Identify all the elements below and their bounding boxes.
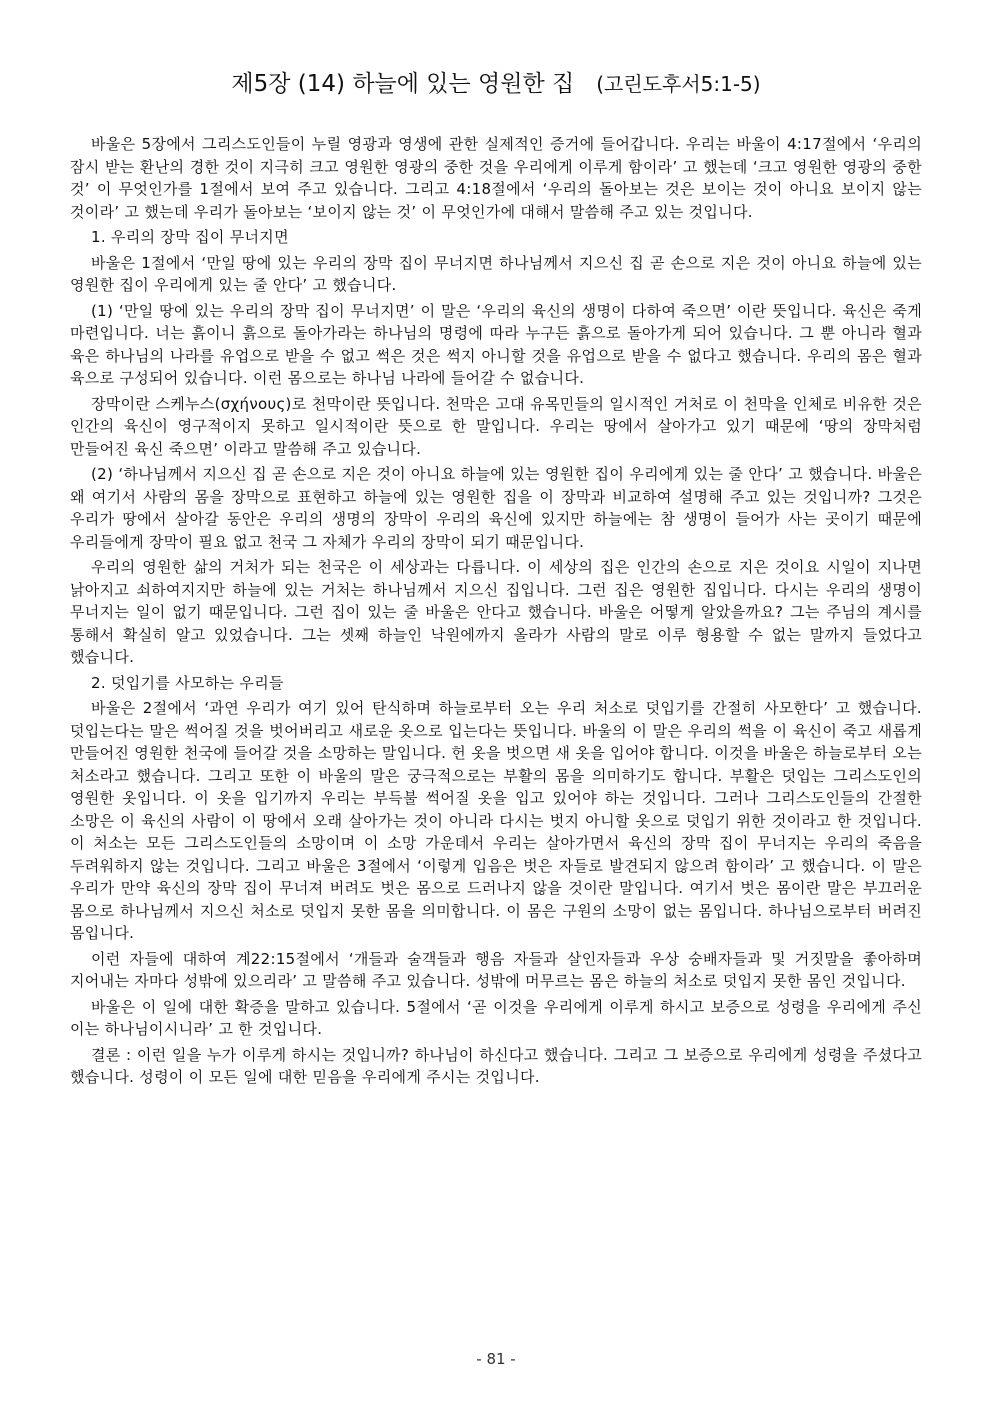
paragraph: 바울은 1절에서 ‘만일 땅에 있는 우리의 장막 집이 무너지면 하나님께서 지으신 집 곧 손으로 지은 것이 아니요 하늘에 있는 영원한 집이 우리에게 있는 줄 안다’ 고 했습니다. <box>70 253 922 294</box>
page-number: - 81 - <box>476 1350 516 1368</box>
paragraph: 장막이란 스케누스(σχήνους)로 천막이란 뜻입니다. 천막은 고대 유목민들의 일시적인 거처로 이 천막을 인체로 비유한 것은 인간의 육신이 영구적이지 못하고 일시적이란 뜻으로 한 말입니다. 우리는 땅에서 살아가고 있기 때문에 ‘땅의 장막처럼 만들어진 육신 죽으면’ 이라고 말씀해 주고 있습니다. <box>70 394 922 458</box>
paragraph: 이런 자들에 대하여 계22:15절에서 ‘개들과 술객들과 행음 자들과 살인자들과 우상 숭배자들과 및 거짓말을 좋아하며 지어내는 자마다 성밖에 있으리라’ 고 말씀해 주고 있습니다. 성밖에 머무르는 몸은 하늘의 처소로 덧입지 못한 몸인 것입니다. <box>70 949 922 990</box>
section-heading-1: 1. 우리의 장막 집이 무너지면 <box>91 228 289 246</box>
paragraph: 우리의 영원한 삶의 거처가 되는 천국은 이 세상과는 다릅니다. 이 세상의 집은 인간의 손으로 지은 것이요 시일이 지나면 낡아지고 쇠하여지지만 하늘에 있는 거처는 하나님께서 지으신 집입니다. 그런 집은 영원한 집입니다. 다시는 우리의 생명이 무너지는 일이 없기 때문입니다. 그런 집이 있는 줄 바울은 안다고 했습니다. 바울은 어떻게 알았을까요? 그는 주님의 계시를 통해서 확실히 알고 있었습니다. 그는 셋째 하늘인 낙원에까지 올라가 사람의 말로 이루 형용할 수 없는 말까지 들었다고 했습니다. <box>70 558 922 666</box>
paragraph: (2) ‘하나님께서 지으신 집 곧 손으로 지은 것이 아니요 하늘에 있는 영원한 집이 우리에게 있는 줄 안다’ 고 했습니다. 바울은 왜 여기서 사람의 몸을 장막으로 표현하고 하늘에 있는 영원한 집을 이 장막과 비교하여 설명해 주고 있는 것입니까? 그것은 우리가 땅에서 살아갈 동안은 우리의 생명의 장막이 우리의 육신에 있지만 하늘에는 참 생명이 들어가 사는 곳이기 때문에 우리들에게 장막이 필요 없고 천국 그 자체가 우리의 장막이 되기 때문입니다. <box>70 465 922 551</box>
section-heading-2: 2. 덧입기를 사모하는 우리들 <box>91 673 284 692</box>
chapter-title: 제5장 (14) 하늘에 있는 영원한 집 <box>231 71 575 97</box>
intro-paragraph: 바울은 5장에서 그리스도인들이 누릴 영광과 영생에 관한 실제적인 증거에 들어갑니다. 우리는 바울이 4:17절에서 ‘우리의 잠시 받는 환난의 경한 것이 지극히 크고 영원한 영광의 중한 것을 우리에게 이루게 함이라’ 고 했는데 ‘크고 영원한 영광의 중한 것’ 이 무엇인가를 1절에서 보여 주고 있습니다. 그리고 4:18절에서 ‘우리의 돌아보는 것은 보이는 것이 아니요 보이지 않는 것이라’ 고 했는데 우리가 돌아보는 ‘보이지 않는 것’ 이 무엇인가에 대해서 말씀해 주고 있는 것입니다. <box>70 135 922 221</box>
scripture-reference: (고린도후서5:1-5) <box>596 72 761 96</box>
page-title <box>0 66 992 102</box>
paragraph: 바울은 이 일에 대한 확증을 말하고 있습니다. 5절에서 ‘곧 이것을 우리에게 이루게 하시고 보증으로 성령을 우리에게 주신 이는 하나님이시니라’ 고 한 것입니다. <box>70 997 922 1038</box>
conclusion-paragraph: 결론 : 이런 일을 누가 이루게 하시는 것입니까? 하나님이 하신다고 했습니다. 그리고 그 보증으로 우리에게 성령을 주셨다고 했습니다. 성령이 이 모든 일에 대한 믿음을 우리에게 주시는 것입니다. <box>70 1045 922 1086</box>
paragraph: (1) ‘만일 땅에 있는 우리의 장막 집이 무너지면’ 이 말은 ‘우리의 육신의 생명이 다하여 죽으면’ 이란 뜻입니다. 육신은 죽게 마련입니다. 너는 흙이니 흙으로 돌아가라는 하나님의 명령에 따라 누구든 흙으로 돌아가게 되어 있습니다. 그 뿐 아니라 혈과 육은 하나님의 나라를 유업으로 받을 수 없고 썩은 것은 썩지 아니할 것을 유업으로 받을 수 없다고 했습니다. 우리의 몸은 혈과 육으로 구성되어 있습니다. 이런 몸으로는 하나님 나라에 들어갈 수 없습니다. <box>70 301 922 387</box>
paragraph: 바울은 2절에서 ‘과연 우리가 여기 있어 탄식하며 하늘로부터 오는 우리 처소로 덧입기를 간절히 사모한다’ 고 했습니다. 덧입는다는 말은 썩어질 것을 벗어버리고 새로운 옷으로 입는다는 뜻입니다. 바울의 이 말은 우리의 썩을 이 육신이 죽고 새롭게 만들어진 영원한 천국에 들어갈 것을 소망하는 말입니다. 헌 옷을 벗으면 새 옷을 입어야 합니다. 이것을 바울은 하늘로부터 오는 처소라고 했습니다. 그리고 또한 이 바울의 말은 궁극적으로는 부활의 몸을 의미하기도 합니다. 부활은 덧입는 그리스도인의 영원한 옷입니다. 이 옷을 입기까지 우리는 부득불 썩어질 옷을 입고 있어야 하는 것입니다. 그러나 그리스도인들의 간절한 소망은 이 육신의 사람이 이 땅에서 오래 살아가는 것이 아니라 다시는 벗지 아니할 옷으로 덧입기 위한 것이라고 한 것입니다. 이 처소는 모든 그리스도인들의 소망이며 이 소망 가운데서 우리는 살아가면서 육신의 장막 집이 무너지는 우리의 죽음을 두려워하지 않는 것입니다. 그리고 바울은 3절에서 ‘이렇게 입음은 벗은 자들로 발견되지 않으려 함이라’ 고 했습니다. 이 말은 우리가 만약 육신의 장막 집이 무너져 버려도 벗은 몸으로 드러나지 않을 것이란 말입니다. 여기서 벗은 몸이란 말은 부끄러운 몸으로 하나님께서 지으신 처소로 덧입지 못한 몸을 의미합니다. 이 몸은 구원의 소망이 없는 몸입니다. 하나님으로부터 버려진 몸입니다. <box>70 699 922 942</box>
body-text <box>70 133 922 1092</box>
